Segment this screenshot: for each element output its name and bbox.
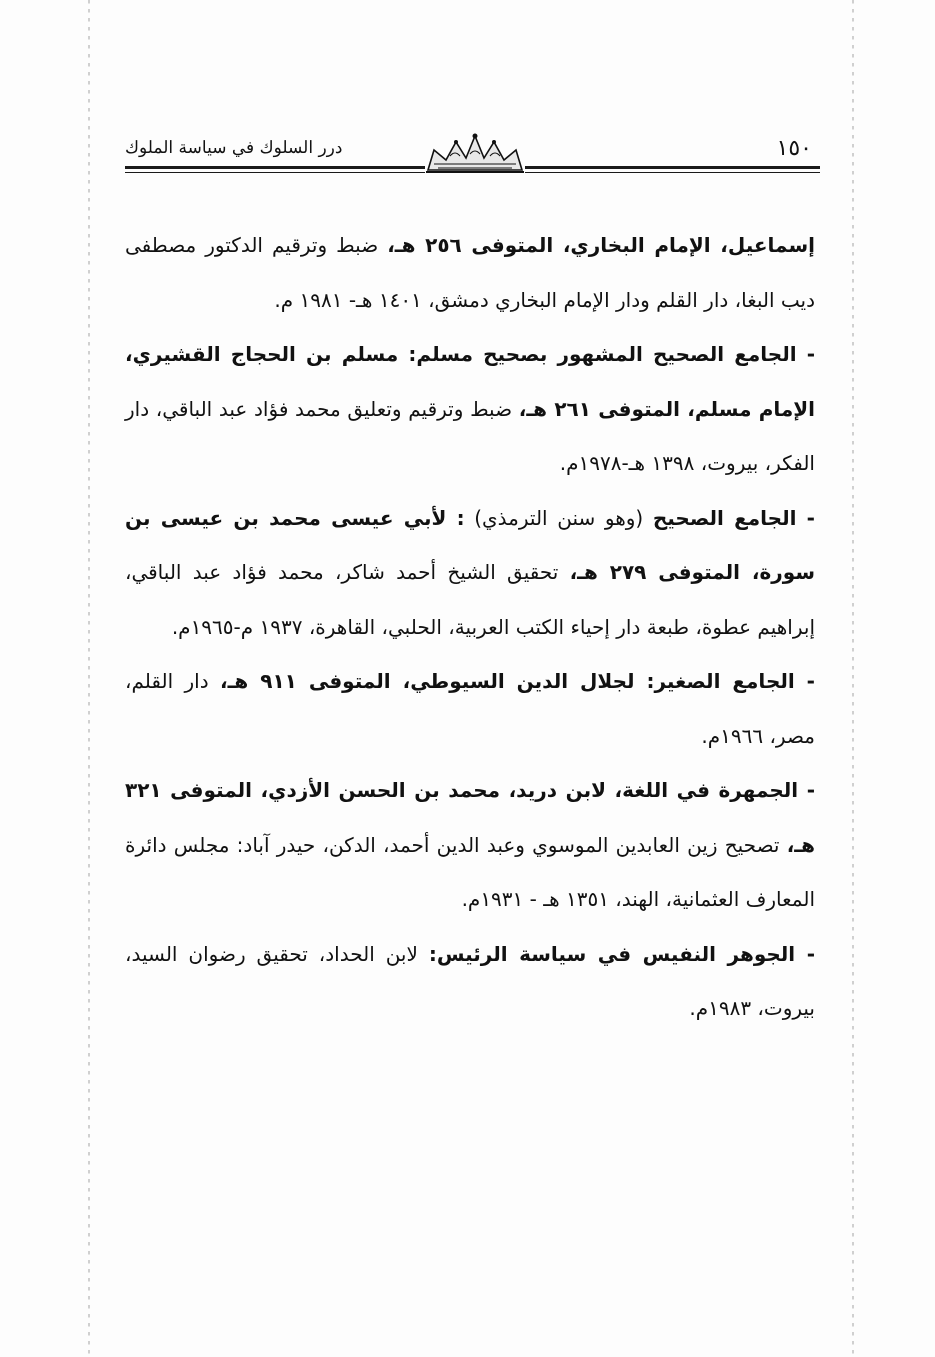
- header-rule-left: [125, 166, 425, 169]
- entry-bold-author: : لأبي عيسى محمد بن عيسى بن سورة، المتوفى ٢٧٩ هـ،: [125, 505, 816, 584]
- header-rule-right-thin: [525, 172, 820, 173]
- entry-details: تحقيق الشيخ أحمد شاكر، محمد فؤاد عبد الباقي، إبراهيم عطوة، طبعة دار إحياء الكتب العربية، الحلبي، القاهرة، ١٩٣٧ م-١٩٦٥م.: [125, 560, 815, 639]
- entry-bold-title: الجامع الصحيح المشهور بصحيح مسلم: مسلم بن الحجاج القشيري، الإمام مسلم، المتوفى ٢٦١ هـ،: [125, 342, 816, 421]
- bibliography-entry: - الجمهرة في اللغة، لابن دريد، محمد بن الحسن الأزدي، المتوفى ٣٢١ هـ، تصحيح زين العابدين الموسوي وعبد الدين أحمد، الدكن، حيدر آباد: مجلس دائرة المعارف العثمانية، الهند، ١٣٥١ هـ - ١٩٣١م.: [125, 778, 815, 911]
- entry-details: تصحيح زين العابدين الموسوي وعبد الدين أحمد، الدكن، حيدر آباد: مجلس دائرة المعارف العثمانية، الهند، ١٣٥١ هـ - ١٩٣١م.: [125, 832, 815, 911]
- entry-details: لابن الحداد، تحقيق رضوان السيد، بيروت، ١٩٨٣م.: [125, 941, 815, 1020]
- entry-bold-title: الجامع الصحيح: [652, 505, 797, 530]
- entry-bold-title: الجامع الصغير: لجلال الدين السيوطي، المتوفى ٩١١ هـ،: [219, 669, 795, 693]
- page-number: ١٥٠: [776, 136, 812, 161]
- bibliography-list: [125, 218, 815, 1036]
- entry-parenthetical: (وهو سنن الترمذي): [464, 505, 653, 530]
- bibliography-entry: - الجامع الصحيح (وهو سنن الترمذي) : لأبي عيسى محمد بن عيسى بن سورة، المتوفى ٢٧٩ هـ، تحقيق الشيخ أحمد شاكر، محمد فؤاد عبد الباقي، إبراهيم عطوة، طبعة دار إحياء الكتب العربية، الحلبي، القاهرة، ١٩٣٧ م-١٩٦٥م.: [125, 505, 816, 639]
- entry-details: دار القلم، مصر، ١٩٦٦م.: [125, 669, 815, 748]
- page-header: [125, 122, 820, 184]
- crown-ornament-icon: [420, 130, 530, 176]
- bibliography-entry: - الجامع الصحيح المشهور بصحيح مسلم: مسلم بن الحجاج القشيري، الإمام مسلم، المتوفى ٢٦١ هـ، ضبط وترقيم وتعليق محمد فؤاد عبد الباقي، دار الفكر، بيروت، ١٣٩٨ هـ-١٩٧٨م.: [125, 342, 816, 475]
- entry-bold-title: الجمهرة في اللغة، لابن دريد، محمد بن الحسن الأزدي، المتوفى ٣٢١ هـ،: [125, 778, 815, 857]
- right-margin-dots: [852, 0, 854, 1357]
- left-margin-dots: [88, 0, 90, 1357]
- bibliography-entry: - الجوهر النفيس في سياسة الرئيس: لابن الحداد، تحقيق رضوان السيد، بيروت، ١٩٨٣م.: [125, 941, 816, 1020]
- entry-details: ضبط وترقيم الدكتور مصطفى ديب البغا، دار القلم ودار الإمام البخاري دمشق، ١٤٠١ هـ- ١٩٨١ م.: [125, 233, 815, 312]
- header-rule-right: [525, 166, 820, 169]
- entry-details: ضبط وترقيم وتعليق محمد فؤاد عبد الباقي، دار الفكر، بيروت، ١٣٩٨ هـ-١٩٧٨م.: [125, 396, 815, 475]
- header-rule-left-thin: [125, 172, 425, 173]
- entry-bold-title: الجوهر النفيس في سياسة الرئيس:: [428, 941, 796, 966]
- entry-bold-title: إسماعيل، الإمام البخاري، المتوفى ٢٥٦ هـ،: [387, 233, 815, 257]
- bibliography-entry: [125, 218, 815, 327]
- bibliography-entry: - الجامع الصغير: لجلال الدين السيوطي، المتوفى ٩١١ هـ، دار القلم، مصر، ١٩٦٦م.: [125, 669, 815, 748]
- running-title: درر السلوك في سياسة الملوك: [125, 138, 343, 158]
